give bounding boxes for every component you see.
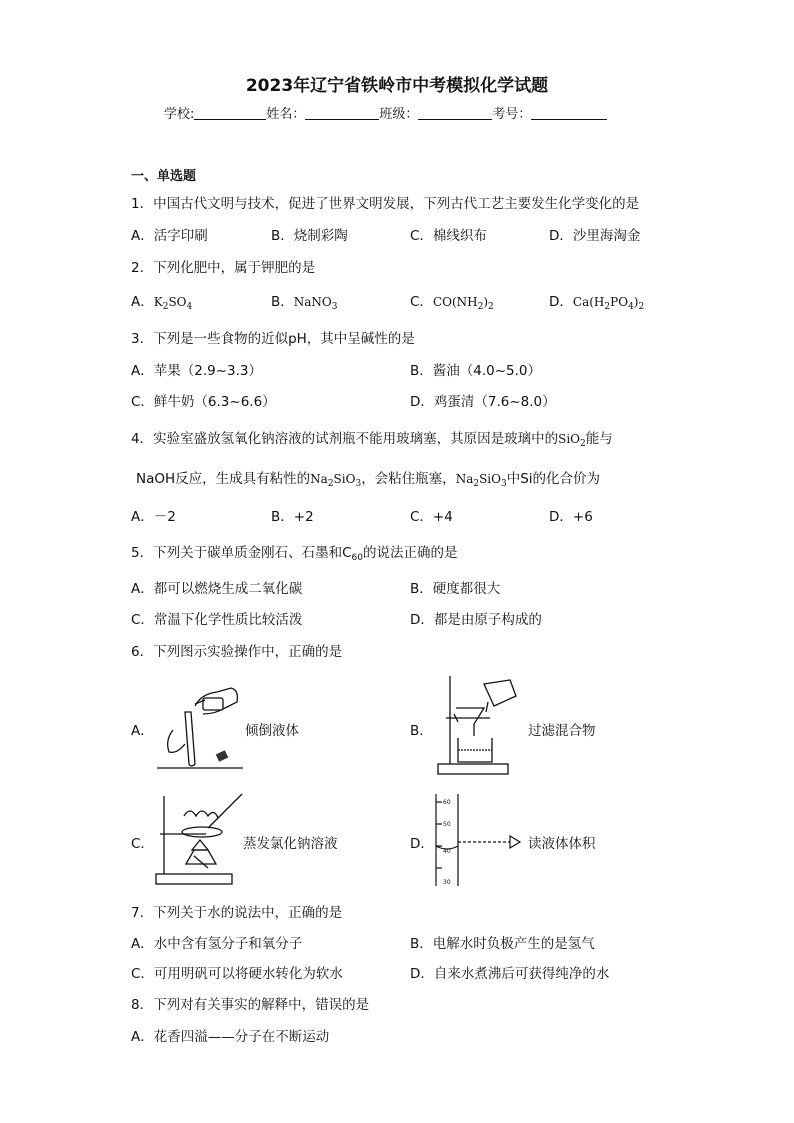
q6-option-a[interactable]: A． — [131, 723, 154, 739]
q4-option-c[interactable]: C．+4 — [410, 509, 453, 525]
q2-b-letter: B． — [271, 294, 294, 310]
q2-stem: 2．下列化肥中，属于钾肥的是 — [131, 260, 316, 276]
q2-a-letter: A． — [131, 294, 154, 310]
q6-option-d[interactable]: D． — [410, 836, 434, 852]
class-label: 班级： — [379, 107, 419, 122]
q5-option-c[interactable]: C．常温下化学性质比较活泼 — [131, 612, 303, 628]
q1-option-d[interactable]: D．沙里海淘金 — [549, 228, 641, 244]
q2-c-formula: $CO(NH_2)_2$ — [432, 295, 494, 312]
page-title: 2023年辽宁省铁岭市中考模拟化学试题 — [245, 76, 549, 96]
q1-option-a[interactable]: A．活字印刷 — [131, 228, 208, 244]
q2-option-c[interactable] — [410, 290, 494, 312]
q2-b-formula: NaNO$_3$ — [293, 295, 338, 312]
q5-option-d[interactable]: D．都是由原子构成的 — [410, 612, 542, 628]
school-blank[interactable] — [194, 105, 266, 120]
q4-stem-line2: NaOH反应，生成具有粘性的$Na_2SiO_3$，会粘住瓶塞，$Na_2SiO_3$中Si的化合价为 — [136, 471, 601, 489]
q3-option-a[interactable]: A．苹果（2.9~3.3） — [131, 363, 262, 379]
cylinder-tick-50: 50 — [443, 821, 451, 828]
examno-label: 考号： — [492, 107, 532, 122]
q7-option-b[interactable]: B．电解水时负极产生的是氢气 — [410, 936, 595, 952]
q1-option-c[interactable]: C．棉线织布 — [410, 228, 487, 244]
pouring-liquid-figure — [155, 680, 245, 772]
q3-option-c[interactable]: C．鲜牛奶（6.3~6.6） — [131, 394, 276, 410]
q5-option-a[interactable]: A．都可以燃烧生成二氧化碳 — [131, 581, 303, 597]
q6-c-label: 蒸发氯化钠溶液 — [243, 836, 338, 852]
cylinder-tick-30: 30 — [443, 879, 451, 886]
q2-option-d[interactable] — [549, 290, 644, 312]
q6-option-b[interactable]: B． — [410, 723, 433, 739]
class-blank[interactable] — [418, 105, 492, 120]
q2-option-b[interactable] — [271, 290, 338, 312]
q2-d-formula: $Ca(H_2PO_4)_2$ — [572, 295, 645, 312]
q4-stem-line1: 4．实验室盛放氢氧化钠溶液的试剂瓶不能用玻璃塞，其原因是玻璃中的SiO$_2$能与 — [131, 431, 613, 449]
reading-volume-figure — [430, 790, 530, 888]
q4-option-a[interactable]: A．－2 — [131, 509, 176, 525]
student-info-line — [164, 103, 607, 122]
q6-a-label: 倾倒液体 — [245, 723, 299, 739]
q8-stem: 8．下列对有关事实的解释中，错误的是 — [131, 997, 370, 1013]
section-heading: 一、单选题 — [131, 169, 197, 184]
q7-stem: 7．下列关于水的说法中，正确的是 — [131, 905, 343, 921]
q2-c-letter: C． — [410, 294, 433, 310]
q2-d-letter: D． — [549, 294, 573, 310]
q7-option-d[interactable]: D．自来水煮沸后可获得纯净的水 — [410, 966, 610, 982]
q5-option-b[interactable]: B．硬度都很大 — [410, 581, 501, 597]
q2-option-a[interactable] — [131, 290, 192, 312]
q1-stem: 1．中国古代文明与技术，促进了世界文明发展，下列古代工艺主要发生化学变化的是 — [131, 196, 640, 212]
q6-option-c[interactable]: C． — [131, 836, 154, 852]
examno-blank[interactable] — [531, 105, 607, 120]
name-blank[interactable] — [305, 105, 379, 120]
q4-option-b[interactable]: B．+2 — [271, 509, 314, 525]
q3-option-b[interactable]: B．酱油（4.0~5.0） — [410, 363, 542, 379]
q8-option-a[interactable]: A．花香四溢——分子在不断运动 — [131, 1029, 330, 1045]
q6-stem: 6．下列图示实验操作中，正确的是 — [131, 644, 343, 660]
q3-stem: 3．下列是一些食物的近似pH，其中呈碱性的是 — [131, 331, 415, 347]
q3-option-d[interactable]: D．鸡蛋清（7.6~8.0） — [410, 394, 556, 410]
name-label: 姓名： — [266, 107, 306, 122]
cylinder-tick-40: 40 — [443, 848, 451, 855]
q5-stem: 5．下列关于碳单质金刚石、石墨和$C_{60}$的说法正确的是 — [131, 545, 458, 563]
q6-b-label: 过滤混合物 — [528, 723, 596, 739]
q6-d-label: 读液体体积 — [528, 836, 596, 852]
q7-option-a[interactable]: A．水中含有氢分子和氧分子 — [131, 936, 303, 952]
q7-option-c[interactable]: C．可用明矾可以将硬水转化为软水 — [131, 966, 343, 982]
cylinder-tick-60: 60 — [443, 799, 451, 806]
q1-option-b[interactable]: B．烧制彩陶 — [271, 228, 348, 244]
q2-a-formula: $K_2SO_4$ — [153, 295, 193, 312]
evaporation-figure — [150, 788, 250, 888]
filtration-figure — [432, 672, 532, 780]
q4-option-d[interactable]: D．+6 — [549, 509, 593, 525]
school-label: 学校: — [164, 107, 195, 122]
